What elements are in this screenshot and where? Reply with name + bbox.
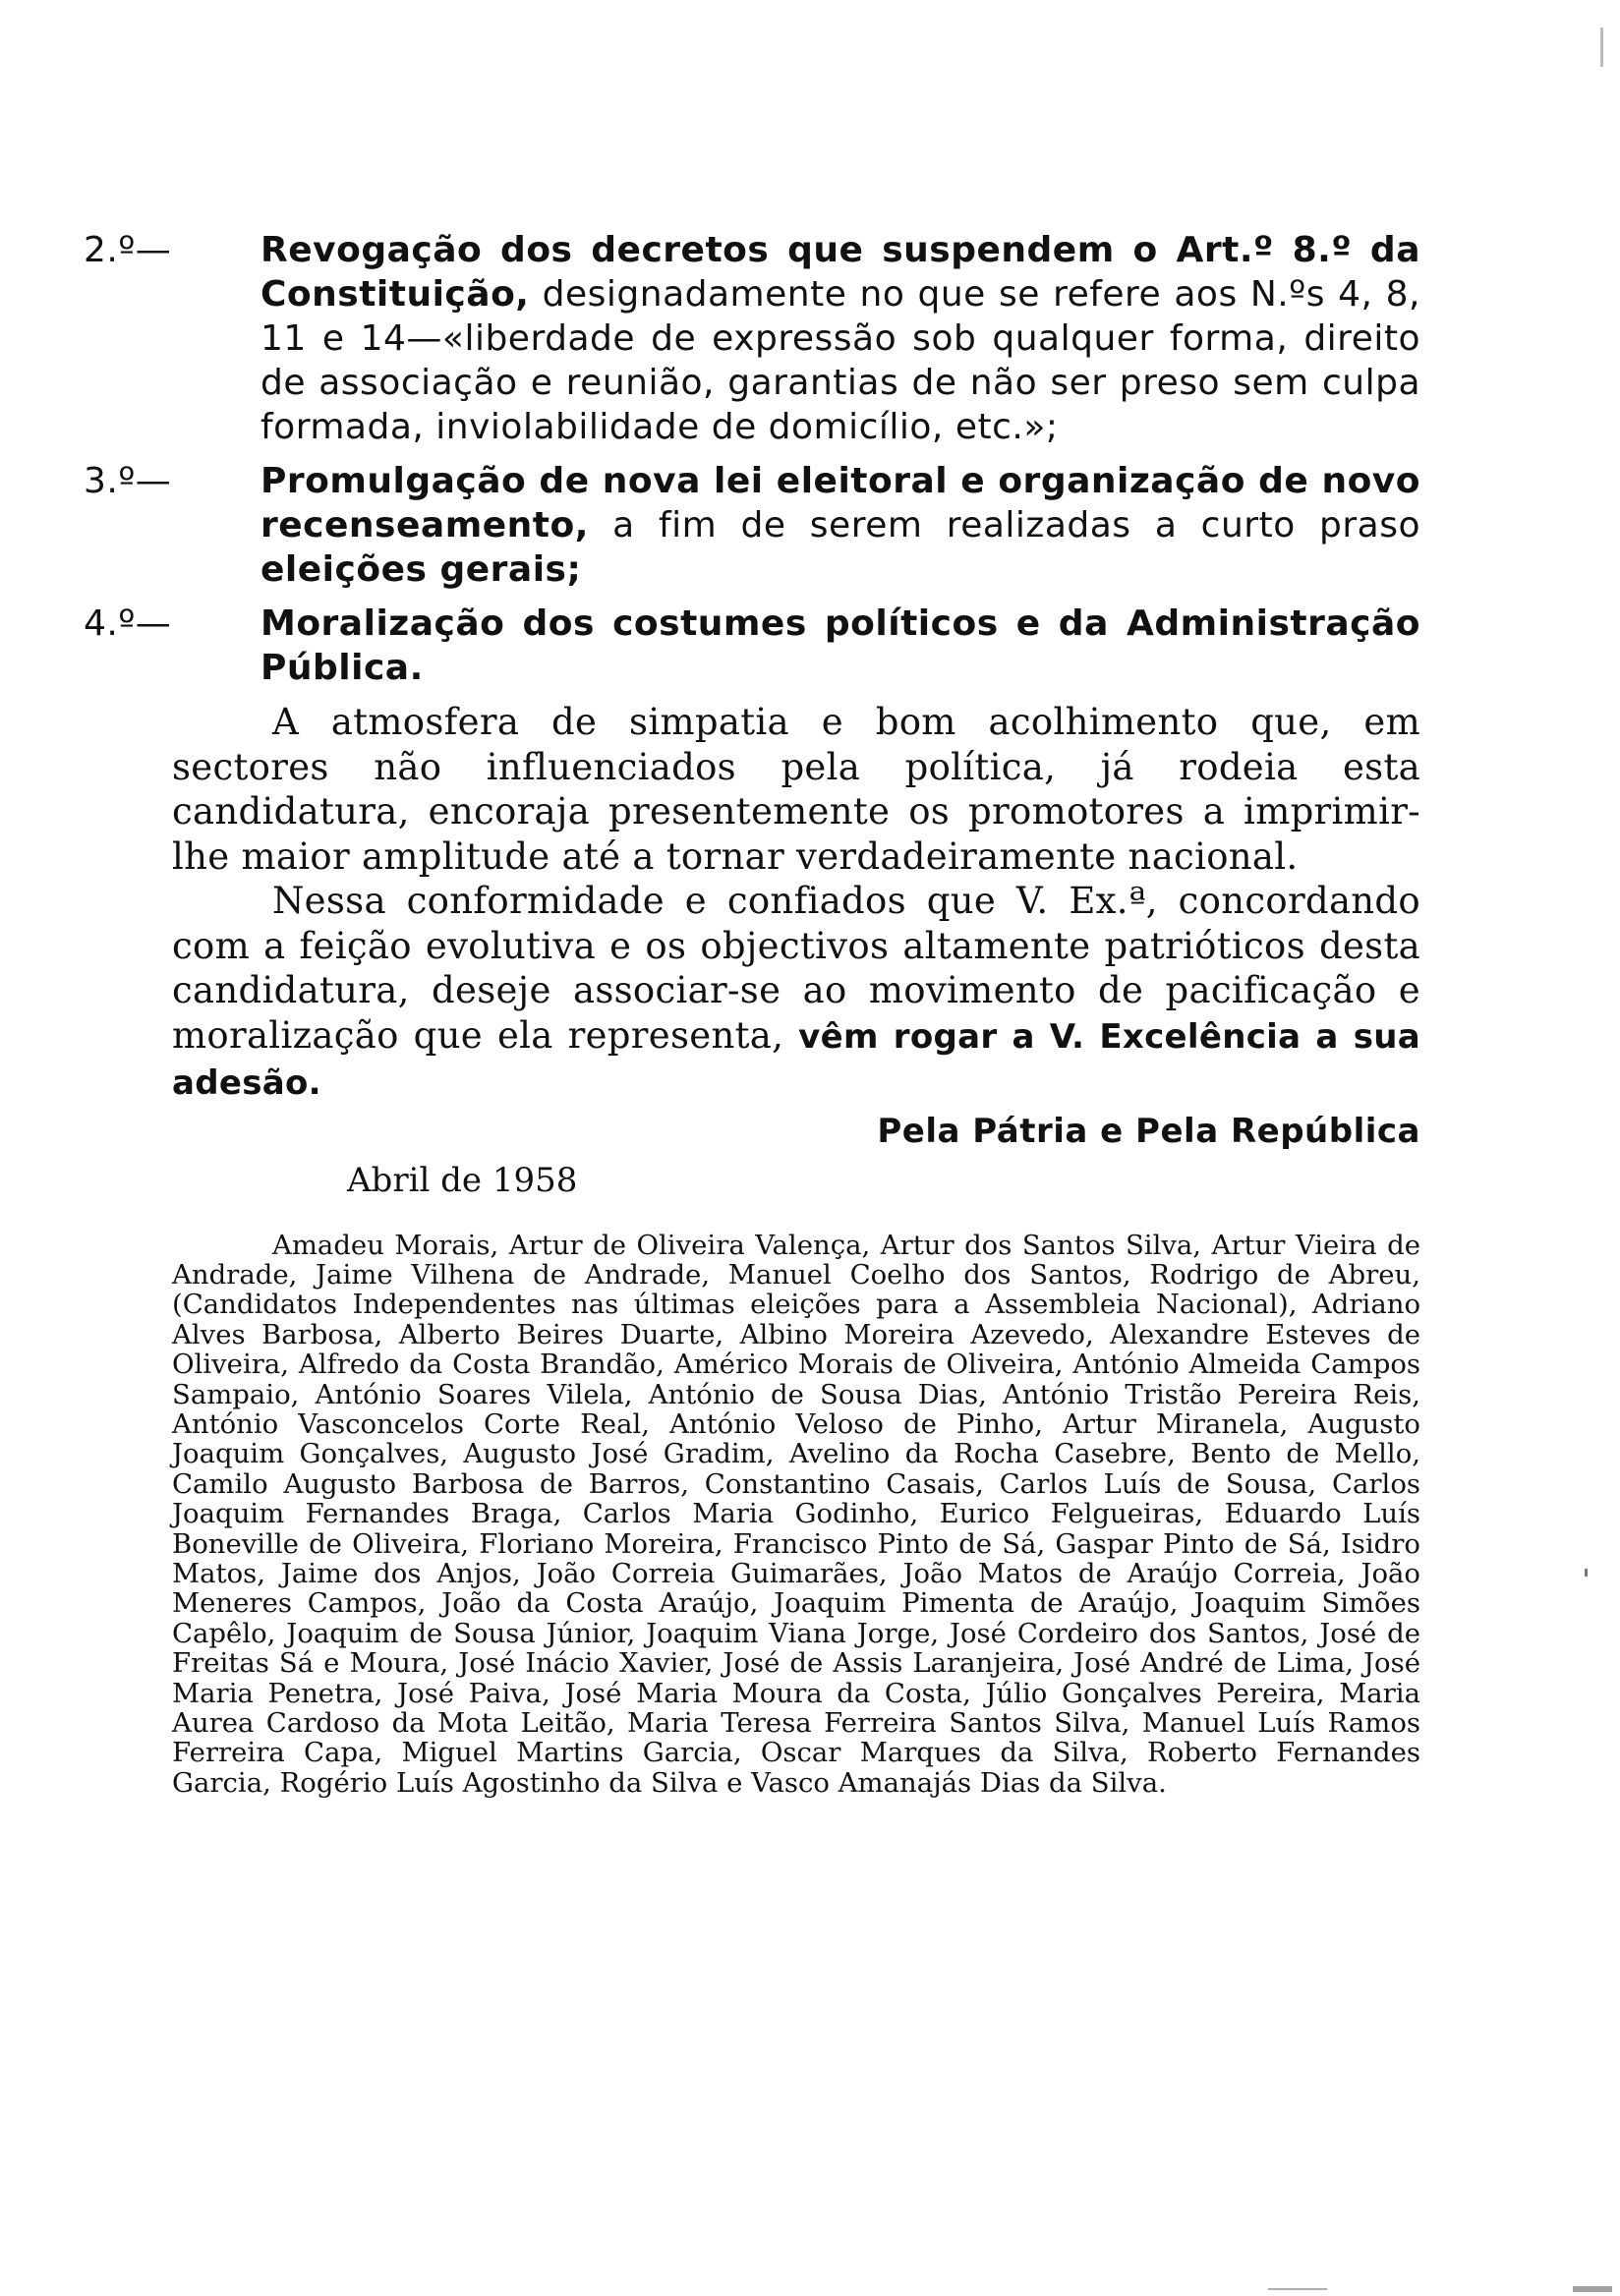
paragraph-request-text: Nessa conformidade e confiados que V. Ex.ª, concordando com a feição evolutiva e os objectivos altamente patrióticos desta candidatura, deseje associar-se ao movimento de pacificação e moralização que ela representa,	[172, 880, 1420, 1057]
item-heading: Promulgação de nova lei eleitoral e organização de novo recenseamento,	[260, 461, 1420, 545]
scan-speck-top-right	[1600, 28, 1603, 67]
paragraph-request	[172, 879, 1420, 1107]
item-text: a fim de serem realizadas a curto praso	[588, 505, 1420, 545]
closing-motto: Pela Pátria e Pela República	[877, 1111, 1420, 1151]
item-number: 3.º—	[84, 461, 172, 501]
document-content	[84, 228, 1421, 1799]
item-heading: Revogação dos decretos que suspendem o Art.º 8.º da Constituição,	[260, 230, 1420, 315]
document-date: Abril de 1958	[347, 1160, 578, 1200]
list-item	[84, 228, 1420, 449]
item-heading: Moralização dos costumes políticos e da Administração Pública.	[260, 603, 1420, 688]
list-item	[84, 602, 1420, 690]
scan-speck-bottom-right	[1573, 2286, 1612, 2292]
scan-speck-right	[1585, 1569, 1588, 1577]
paragraph-request-emphasis: vêm rogar a V. Excelência a sua adesão.	[172, 1016, 1421, 1103]
item-number: 2.º—	[84, 230, 172, 270]
item-text: designadamente no que se refere aos N.ºs 4, 8, 11 e 14—«liberdade de expressão sob qualquer forma, direito de associação e reunião, garantias de não ser preso sem culpa formada, inviolabilidade de domicílio, etc.»;	[260, 274, 1420, 447]
item-number: 4.º—	[84, 603, 172, 644]
scan-speck-bottom	[1268, 2288, 1327, 2290]
list-item	[84, 459, 1420, 592]
item-emphasis: eleições gerais;	[260, 549, 582, 590]
paragraph-atmosphere: A atmosfera de simpatia e bom acolhimento que, em sectores não influenciados pela política, já rodeia esta candidatura, encoraja presentemente os promotores a imprimir-lhe maior amplitude até a tornar verdadeiramente nacional.	[172, 701, 1420, 878]
signatories-list: Amadeu Morais, Artur de Oliveira Valença, Artur dos Santos Silva, Artur Vieira de Andrade, Jaime Vilhena de Andrade, Manuel Coelho dos Santos, Rodrigo de Abreu, (Candidatos Independentes nas últimas eleições para a Assembleia Nacional), Adriano Alves Barbosa, Alberto Beires Duarte, Albino Moreira Azevedo, Alexandre Esteves de Oliveira, Alfredo da Costa Brandão, Américo Morais de Oliveira, António Almeida Campos Sampaio, António Soares Vilela, António de Sousa Dias, António Tristão Pereira Reis, António Vasconcelos Corte Real, António Veloso de Pinho, Artur Miranela, Augusto Joaquim Gonçalves, Augusto José Gradim, Avelino da Rocha Casebre, Bento de Mello, Camilo Augusto Barbosa de Barros, Constantino Casais, Carlos Luís de Sousa, Carlos Joaquim Fernandes Braga, Carlos Maria Godinho, Eurico Felgueiras, Eduardo Luís Boneville de Oliveira, Floriano Moreira, Francisco Pinto de Sá, Gaspar Pinto de Sá, Isidro Matos, Jaime dos Anjos, João Correia Guimarães, João Matos de Araújo Correia, João Meneres Campos, João da Costa Araújo, Joaquim Pimenta de Araújo, Joaquim Simões Capêlo, Joaquim de Sousa Júnior, Joaquim Viana Jorge, José Cordeiro dos Santos, José de Freitas Sá e Moura, José Inácio Xavier, José de Assis Laranjeira, José André de Lima, José Maria Penetra, José Paiva, José Maria Moura da Costa, Júlio Gonçalves Pereira, Maria Aurea Cardoso da Mota Leitão, Maria Teresa Ferreira Santos Silva, Manuel Luís Ramos Ferreira Capa, Miguel Martins Garcia, Oscar Marques da Silva, Roberto Fernandes Garcia, Rogério Luís Agostinho da Silva e Vasco Amanajás Dias da Silva.	[172, 1229, 1420, 1799]
